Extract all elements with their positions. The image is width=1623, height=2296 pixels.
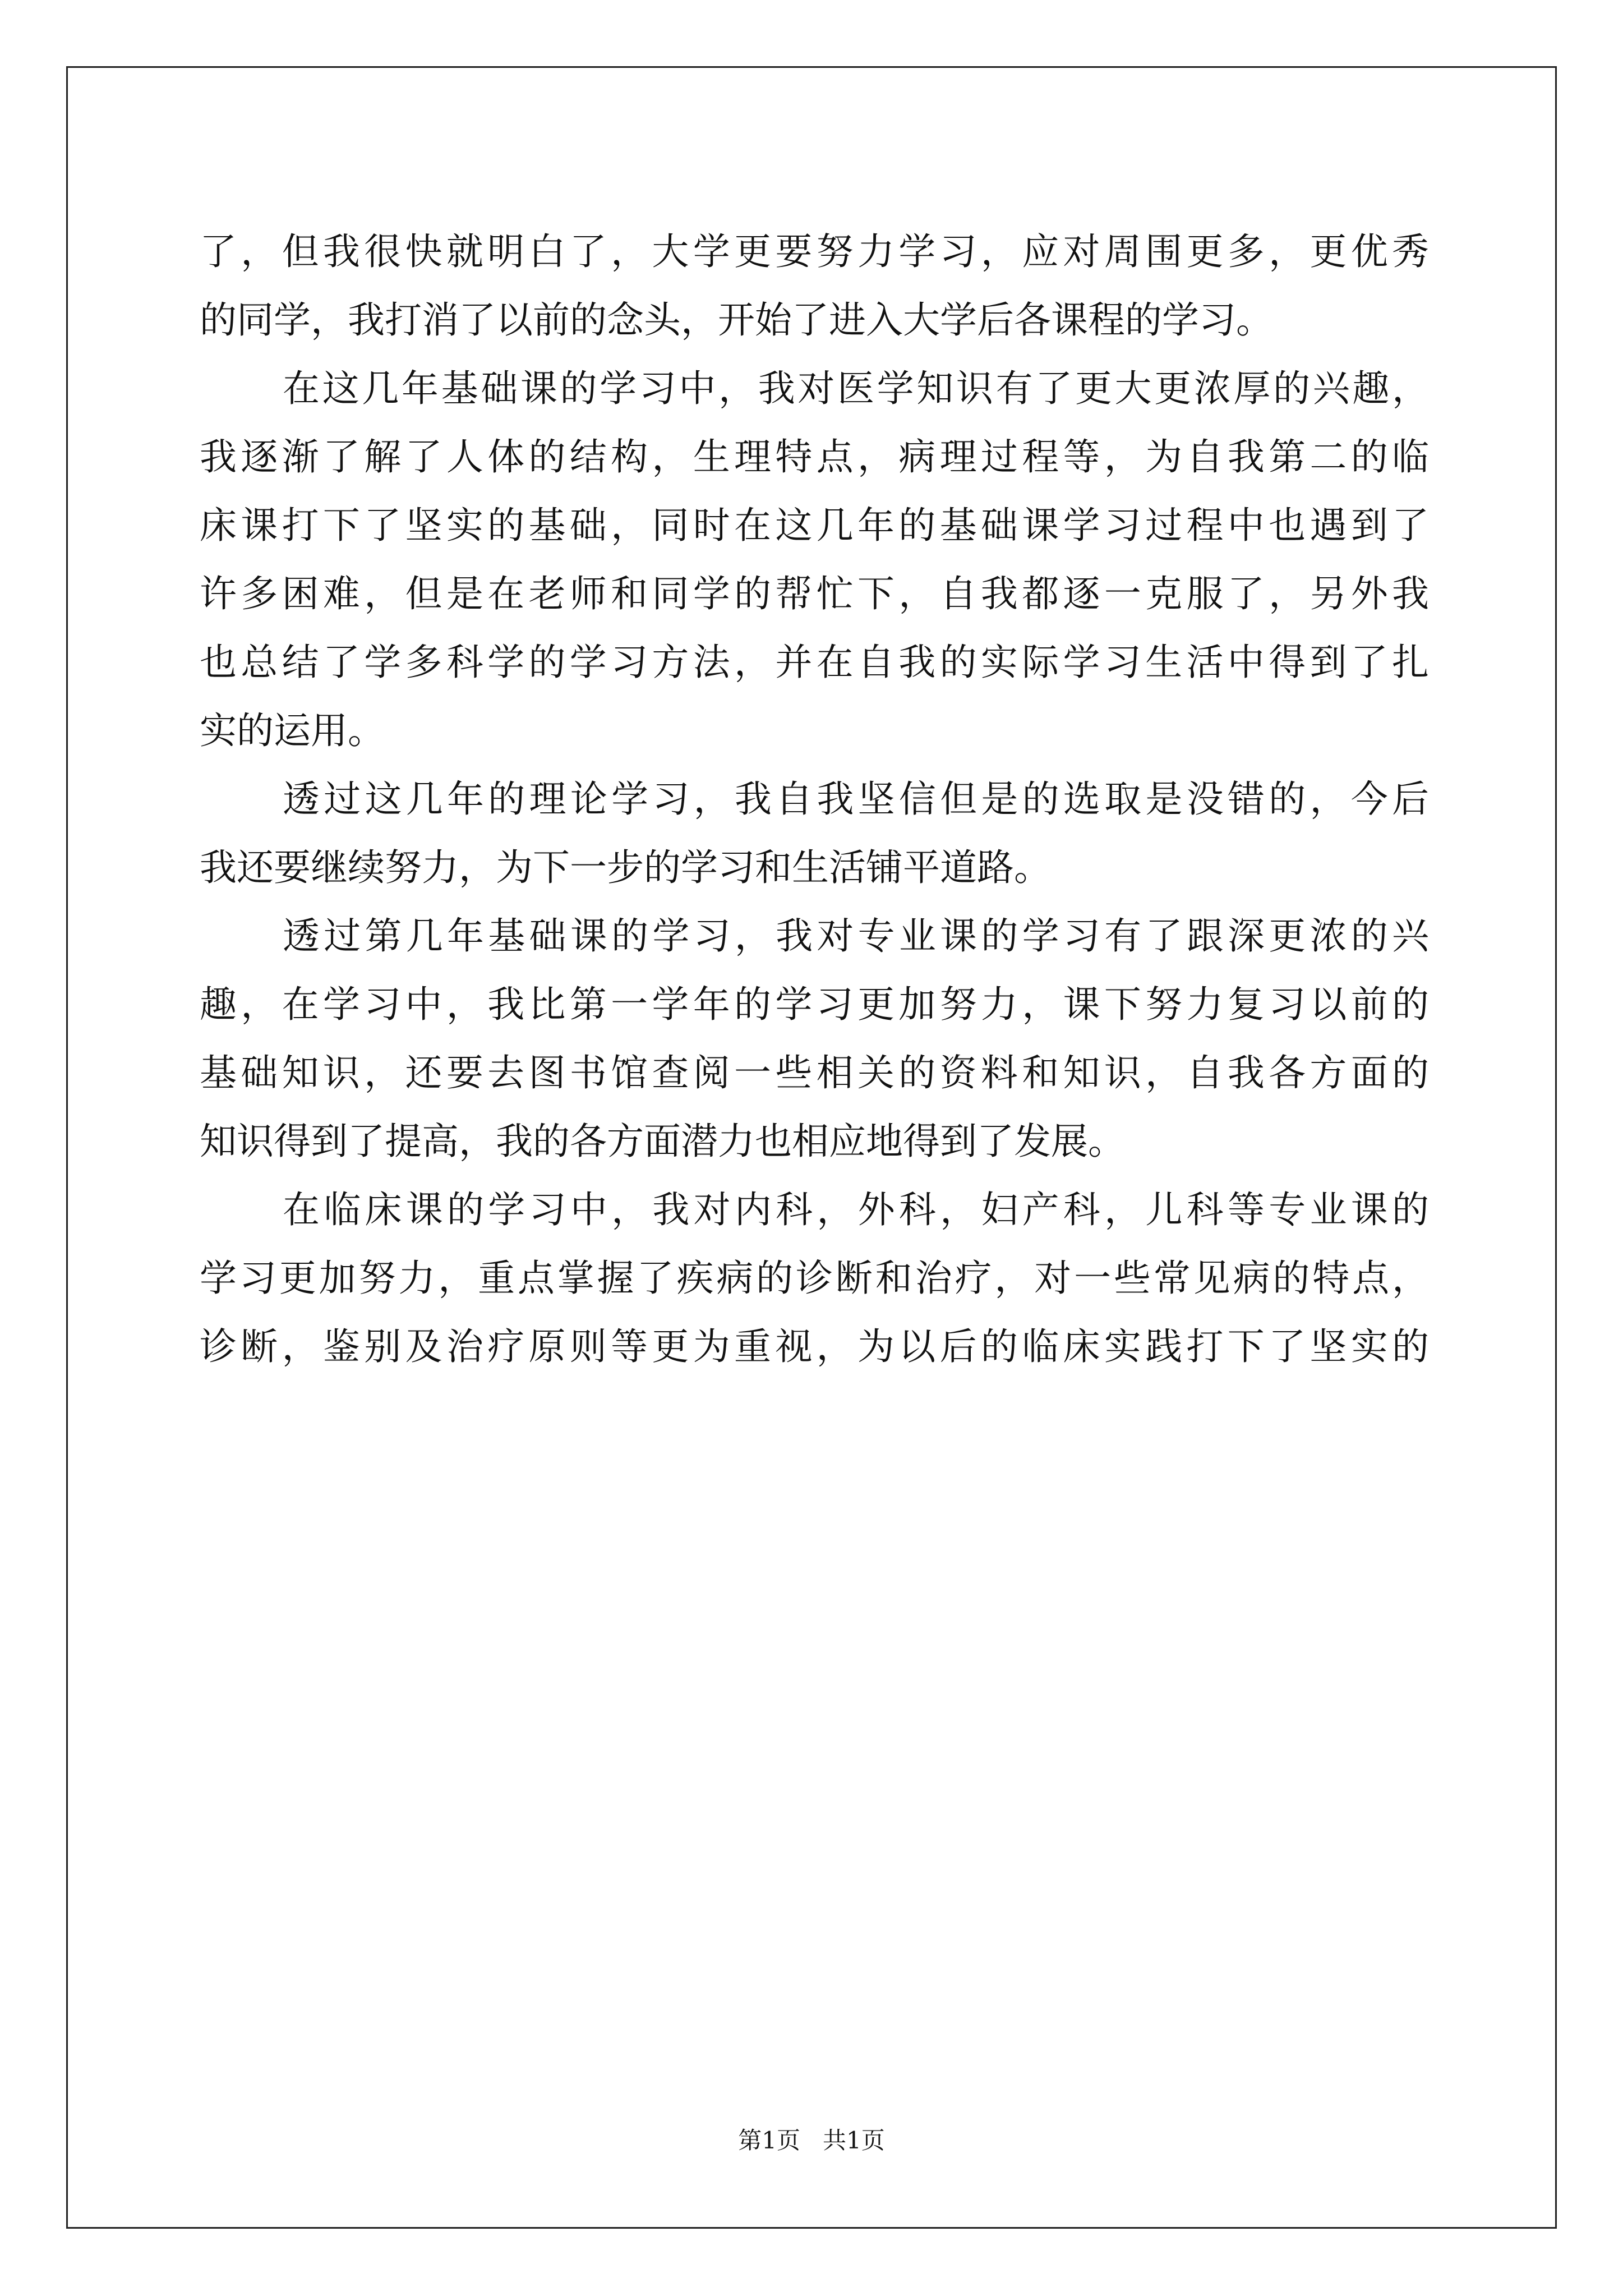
text-line: 学习更加努力，重点掌握了疾病的诊断和治疗，对一些常见病的特点， <box>200 1257 1429 1300</box>
text-line: 也总结了学多科学的学习方法，并在自我的实际学习生活中得到了扎 <box>200 641 1429 684</box>
text-line: 实的运用。 <box>200 709 385 752</box>
text-line: 我还要继续努力，为下一步的学习和生活铺平道路。 <box>200 846 1051 889</box>
text-line: 在这几年基础课的学习中，我对医学知识有了更大更浓厚的兴趣， <box>283 367 1429 410</box>
text-line: 知识得到了提高，我的各方面潜力也相应地得到了发展。 <box>200 1120 1125 1163</box>
document-body <box>200 218 1429 1381</box>
page-number-footer: 第1页 共1页 <box>738 2127 885 2154</box>
text-line: 在临床课的学习中，我对内科，外科，妇产科，儿科等专业课的 <box>283 1188 1429 1231</box>
text-line: 我逐渐了解了人体的结构，生理特点，病理过程等，为自我第二的临 <box>200 435 1429 478</box>
text-line: 床课打下了坚实的基础，同时在这几年的基础课学习过程中也遇到了 <box>200 504 1429 547</box>
text-line: 透过这几年的理论学习，我自我坚信但是的选取是没错的，今后 <box>283 777 1429 821</box>
text-line: 透过第几年基础课的学习，我对专业课的学习有了跟深更浓的兴 <box>283 914 1429 958</box>
text-line: 了，但我很快就明白了，大学更要努力学习，应对周围更多，更优秀 <box>200 230 1429 273</box>
text-line: 许多困难，但是在老师和同学的帮忙下，自我都逐一克服了，另外我 <box>200 572 1429 615</box>
text-line: 诊断，鉴别及治疗原则等更为重视，为以后的临床实践打下了坚实的 <box>200 1325 1429 1368</box>
text-line: 趣，在学习中，我比第一学年的学习更加努力，课下努力复习以前的 <box>200 983 1429 1026</box>
text-line: 基础知识，还要去图书馆查阅一些相关的资料和知识，自我各方面的 <box>200 1051 1429 1094</box>
text-line: 的同学，我打消了以前的念头，开始了进入大学后各课程的学习。 <box>200 298 1273 342</box>
